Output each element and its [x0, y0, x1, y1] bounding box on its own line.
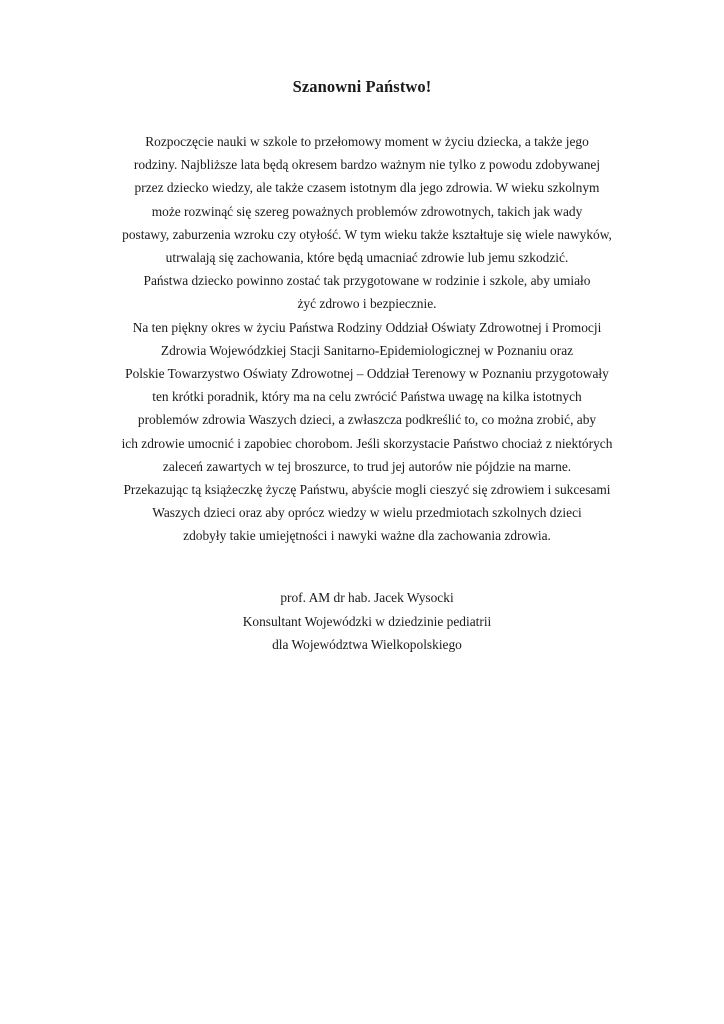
page-title: Szanowni Państwo! [292, 77, 432, 96]
body-line: Państwa dziecko powinno zostać tak przygotowane w rodzinie i szkole, aby umiało [143, 273, 591, 289]
body-line: Na ten piękny okres w życiu Państwa Rodziny Oddział Oświaty Zdrowotnej i Promocji [132, 319, 602, 335]
body-line: ten krótki poradnik, który ma na celu zwrócić Państwa uwagę na kilka istotnych [152, 389, 582, 405]
body-line: Polskie Towarzystwo Oświaty Zdrowotnej – Oddział Terenowy w Poznaniu przygotowały [125, 366, 609, 382]
body-line: problemów zdrowia Waszych dzieci, a zwłaszcza podkreślić to, co można zrobić, aby [137, 412, 597, 428]
body-line: utrwalają się zachowania, które będą umacniać zdrowie lub jemu szkodzić. [165, 250, 569, 266]
body-line: Przekazując tą książeczkę życzę Państwu, abyście mogli cieszyć się zdrowiem i sukcesami [123, 482, 611, 498]
signature-region: dla Województwa Wielkopolskiego [272, 637, 462, 652]
signature-block [0, 586, 724, 657]
body-line: może rozwinąć się szereg poważnych problemów zdrowotnych, takich jak wady [151, 203, 583, 219]
signature-role: Konsultant Wojewódzki w dziedzinie pediatrii [242, 613, 492, 629]
body-line: ich zdrowie umocnić i zapobiec chorobom. Jeśli skorzystacie Państwo chociaż z niektórych [121, 435, 613, 451]
body-line: żyć zdrowo i bezpiecznie. [297, 296, 437, 312]
body-line: rodziny. Najbliższe lata będą okresem bardzo ważnym nie tylko z powodu zdobywanej [133, 157, 601, 173]
signature-name: prof. AM dr hab. Jacek Wysocki [280, 590, 454, 605]
body-line: Rozpoczęcie nauki w szkole to przełomowy moment w życiu dziecka, a także jego [145, 134, 589, 149]
body-line: Waszych dzieci oraz aby oprócz wiedzy w wielu przedmiotach szkolnych dzieci [152, 505, 582, 521]
body-line: przez dziecko wiedzy, ale także czasem istotnym dla jego zdrowia. W wieku szkolnym [134, 180, 600, 196]
body-line: zdobyły takie umiejętności i nawyki ważne dla zachowania zdrowia. [183, 528, 551, 544]
letter-body [0, 130, 724, 548]
body-line: Zdrowia Wojewódzkiej Stacji Sanitarno-Epidemiologicznej w Poznaniu oraz [160, 342, 574, 358]
body-line: zaleceń zawartych w tej broszurce, to trud jej autorów nie pójdzie na marne. [162, 458, 572, 474]
body-line: postawy, zaburzenia wzroku czy otyłość. W tym wieku także kształtuje się wiele nawyków, [122, 226, 612, 242]
